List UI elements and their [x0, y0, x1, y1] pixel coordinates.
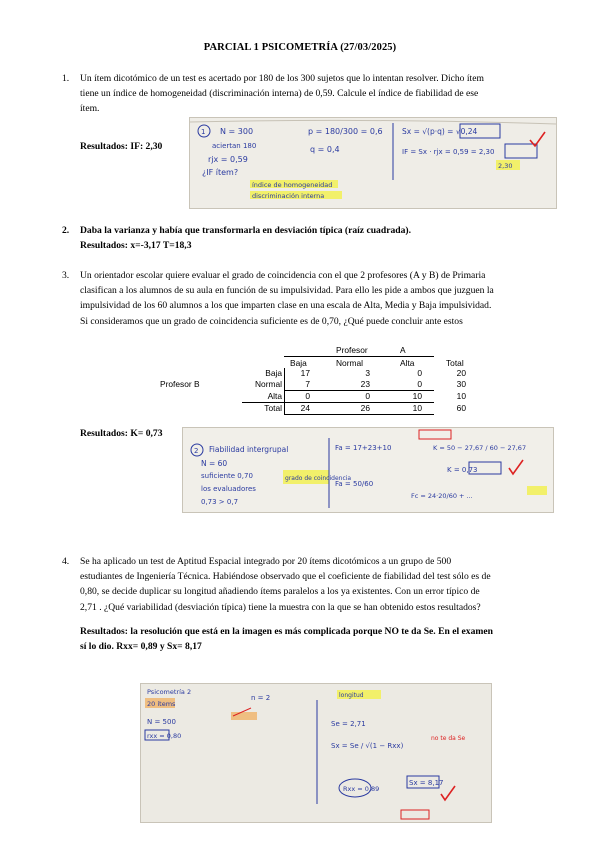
q3-note-e: 0,73 > 0,7: [201, 498, 239, 506]
table-cell: 10: [412, 403, 422, 413]
table-line-vertical: [284, 368, 285, 414]
question-4-number: 4.: [62, 556, 70, 567]
contingency-table: [150, 345, 470, 415]
q4-note-i: n = 2: [251, 694, 271, 702]
question-4-line-4: 2,71 . ¿Qué variabilidad (desviación típica) tiene la muestra con la que se han obtenido estos resultados?: [80, 601, 481, 613]
q3-note-h: Fc = 24·20/60 + ...: [411, 492, 473, 500]
table-row-label-normal: Normal: [255, 379, 282, 389]
table-line-top: [284, 356, 434, 357]
q4-note-k: no te da Se: [431, 735, 466, 742]
table-cell: 3: [365, 368, 370, 378]
q4-note-d: rxx = 0,80: [147, 732, 182, 740]
table-top-header-profesor: Profesor: [336, 345, 368, 355]
table-row-label-alta: Alta: [267, 391, 282, 401]
table-cell: 23: [360, 379, 370, 389]
svg-text:1: 1: [201, 128, 206, 136]
question-2-number: 2.: [62, 225, 70, 236]
table-row-label-baja: Baja: [265, 368, 282, 378]
svg-text:2: 2: [194, 447, 199, 455]
q3-note-g: Fa = 50/60: [335, 480, 374, 488]
table-cell: 26: [360, 403, 370, 413]
question-3-result: Resultados: K= 0,73: [80, 428, 163, 439]
table-cell: 60: [456, 403, 466, 413]
question-1-line-3: ítem.: [80, 103, 100, 115]
table-cell: 0: [365, 391, 370, 401]
q1-note-f: IF = Sx · rjx = 0,59 = 2,30: [402, 148, 495, 156]
question-1-text: [80, 71, 558, 117]
q1-note-k: 2,30: [498, 162, 513, 170]
table-cell: 0: [305, 391, 310, 401]
question-4-result-line-2: sí lo dio. Rxx= 0,89 y Sx= 8,17: [80, 641, 202, 652]
q1-note-g: rjx = 0,59: [208, 155, 248, 164]
q1-note-d: q = 0,4: [310, 145, 340, 154]
question-3-line-2: clasifican a los alumnos de su aula en función de su impulsividad. Para ello les pide a ambos que juzguen la: [80, 285, 494, 297]
question-3-text: [80, 268, 558, 329]
q1-note-e: Sx = √(p·q) = √0,24: [402, 127, 478, 136]
question-4-line-3: 0,80, se decide duplicar su longitud añadiendo ítems paralelos a los ya existentes. Con un error típico de: [80, 586, 480, 598]
q1-note-c: p = 180/300 = 0,6: [308, 127, 383, 136]
table-cell: 30: [456, 379, 466, 389]
question-2-line-1: Daba la varianza y había que transformarla en desviación típica (raíz cuadrada).: [80, 225, 411, 236]
table-cell: 7: [305, 379, 310, 389]
q3-note-d: los evaluadores: [201, 485, 256, 493]
q3-note-a: Fiabilidad intergrupal: [209, 445, 289, 454]
question-1-result: Resultados: IF: 2,30: [80, 141, 163, 152]
question-4-line-1: Se ha aplicado un test de Aptitud Espacial integrado por 20 ítems dicotómicos a un grupo de 500: [80, 556, 452, 567]
table-row-label-total: Total: [264, 403, 282, 413]
q4-note-j: longitud: [339, 692, 364, 699]
question-2-line-2: Resultados: x=-3,17 T=18,3: [80, 240, 192, 251]
question-1-line-1: Un ítem dicotómico de un test es acertado por 180 de los 300 sujetos que lo intentan resolver. Dicho ítem: [80, 73, 484, 84]
table-row-group-profesor-b: Profesor B: [160, 379, 200, 389]
table-col-header-total: Total: [446, 358, 464, 368]
question-2-text: [80, 223, 558, 253]
table-col-header-alta: Alta: [400, 358, 415, 368]
q3-note-i: K = 50 − 27,67 / 60 − 27,67: [433, 444, 527, 452]
table-cell: 20: [456, 368, 466, 378]
table-line-bottom: [284, 414, 434, 415]
q1-note-i: índice de homogeneidad: [252, 181, 333, 189]
question-1-number: 1.: [62, 73, 70, 84]
q1-note-a: N = 300: [220, 127, 254, 136]
question-3-line-3: impulsividad de los 60 alumnos a los que imparten clase en una escala de Alta, Media y Baja impulsividad.: [80, 300, 492, 312]
q3-note-j: K = 0,73: [447, 466, 478, 474]
question-3-line-1: Un orientador escolar quiere evaluar el grado de coincidencia con el que 2 profesores (A y B) de Primaria: [80, 270, 486, 281]
question-3-line-4: Si consideramos que un grado de coincidencia suficiente es de 0,70, ¿Qué puede concluir ante estos: [80, 315, 463, 327]
question-4-result: [80, 624, 558, 654]
q3-note-b: N = 60: [201, 459, 228, 468]
question-4-handwritten-photo: [140, 683, 492, 823]
question-3-number: 3.: [62, 270, 70, 281]
question-1-handwritten-photo: [189, 117, 557, 209]
table-cell: 17: [300, 368, 310, 378]
q4-note-f: Se = 2,71: [331, 720, 366, 728]
q4-note-h: Sx = 8,17: [409, 779, 444, 787]
q4-note-c: N = 500: [147, 718, 176, 726]
question-1-line-2: tiene un índice de homogeneidad (discriminación interna) de 0,59. Calcule el índice de fiabilidad de ese: [80, 88, 479, 100]
question-4-text: [80, 554, 558, 615]
table-col-header-baja: Baja: [290, 358, 307, 368]
q1-note-j: discriminación interna: [252, 192, 325, 200]
q3-note-c: suficiente 0,70: [201, 472, 253, 480]
table-cell: 24: [300, 403, 310, 413]
table-cell: 10: [412, 391, 422, 401]
q3-note-f: Fa = 17+23+10: [335, 444, 392, 452]
q4-note-a: Psicometría 2: [147, 688, 192, 696]
table-cell: 0: [417, 368, 422, 378]
page-title: PARCIAL 1 PSICOMETRÍA (27/03/2025): [203, 42, 397, 53]
q1-note-b: aciertan 180: [212, 142, 257, 150]
table-top-header-a: A: [400, 345, 406, 355]
question-4-line-2: estudiantes de Ingeniería Técnica. Habiéndose observado que el coeficiente de fiabilidad del test sólo es de: [80, 571, 491, 583]
question-4-result-line-1: Resultados: la resolución que está en la imagen es más complicada porque NO te da Se. En el examen: [80, 626, 493, 637]
q4-note-g: Sx = Se / √(1 − Rxx): [331, 742, 404, 750]
q4-note-e: Rxx = 0,89: [343, 785, 380, 793]
table-cell: 0: [417, 379, 422, 389]
q1-note-h: ¿IF ítem?: [202, 168, 239, 177]
table-cell: 10: [456, 391, 466, 401]
q3-note-k: grado de coincidencia: [285, 475, 352, 482]
question-3-handwritten-photo: [182, 427, 554, 513]
table-col-header-normal: Normal: [336, 358, 363, 368]
q4-note-b: 20 ítems: [147, 700, 176, 708]
